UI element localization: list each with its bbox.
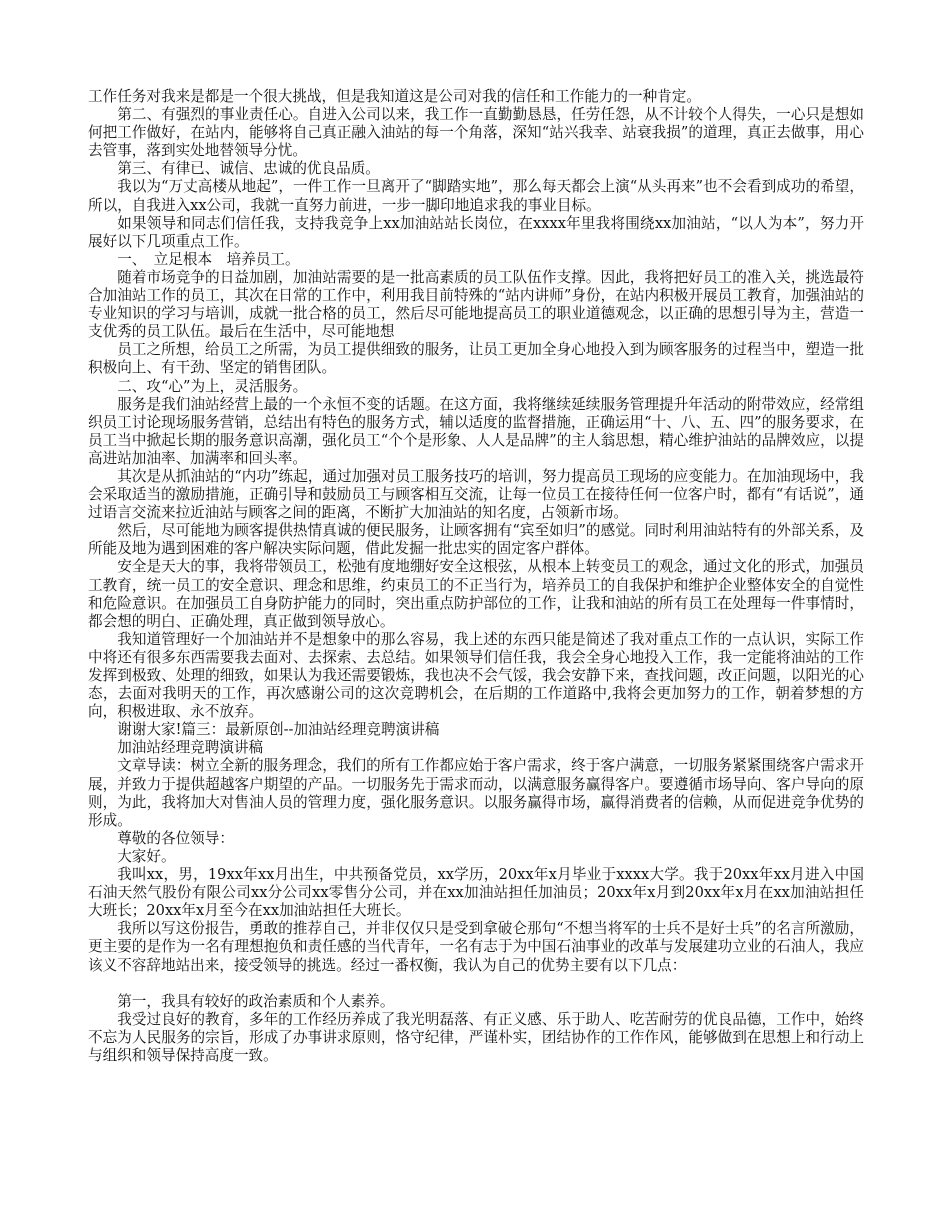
- self-introduction: 我叫xx，男，19xx年xx月出生，中共预备党员，xx学历，20xx年x月毕业于xxxx大学。我于20xx年xx月进入中国石油天然气股份有限公司xx分公司xx零售分公司，并在xx加油站担任加油员；20xx年x月到20xx年x月在xx加油站担任大班长；20xx年x月至今在xx加油站担任大班长。: [88, 866, 864, 920]
- paragraph-11: 安全是天大的事，我将带领员工，松弛有度地绷好安全这根弦，从根本上转变员工的观念，通过文化的形式，加强员工教育，统一员工的安全意识、理念和思维，约束员工的不正当行为，培养员工的自我保护和维护企业整体安全的自觉性和危险意识。在加强员工自身防护能力的同时，突出重点防护部位的工作，让我和油站的所有员工在处理每一件事情时，都会想的明白、正确处理，真正做到领导放心。: [88, 558, 864, 630]
- greeting: 大家好。: [117, 847, 176, 865]
- article-intro: 文章导读：树立全新的服务理念，我们的所有工作都应始于客户需求，终于客户满意，一切服务紧紧围绕客户需求开展，并致力于提供超越客户期望的产品。一切服务先于需求而动，以满意服务赢得客户。要遵循市场导向、客户导向的原则，为此，我将加大对售油人员的管理力度，强化服务意识。以服务赢得市场，赢得消费者的信赖，从而促进竞争优势的形成。: [88, 757, 864, 829]
- paragraph-3: 第三、有律已、诚信、忠诚的优良品质。: [117, 160, 380, 178]
- paragraph-5: 如果领导和同志们信任我，支持我竞争上xx加油站站长岗位，在xxxx年里我将围绕xx加油站，“以人为本”，努力开展好以下几项重点工作。: [88, 214, 864, 250]
- section-heading-2: 二、攻“心”为上，灵活服务。: [117, 377, 308, 395]
- thanks-line: 谢谢大家!篇三：最新原创--加油站经理竞聘演讲稿: [117, 721, 440, 739]
- paragraph-1: 工作任务对我来是都是一个很大挑战，但是我知道这是公司对我的信任和工作能力的一种肯定。: [88, 88, 701, 105]
- paragraph-12: 我知道管理好一个加油站并不是想象中的那么容易，我上述的东西只能是简述了我对重点工作的一点认识，实际工作中将还有很多东西需要我去面对、去探索、去总结。如果领导们信任我，我会全身心地投入工作，我一定能将油站的工作发挥到极致、处理的细致，如果认为我还需要锻炼，我也决不会气馁，我会安静下来，查找问题，改正问题，以阳光的心态，去面对我明天的工作，再次感谢公司的这次竞聘机会，在后期的工作道路中,我将会更加努力的工作，朝着梦想的方向，积极进取、永不放弃。: [88, 630, 864, 721]
- speech-title: 加油站经理竞聘演讲稿: [117, 739, 264, 757]
- paragraph-2: 第二、有强烈的事业责任心。自进入公司以来，我工作一直勤勤恳恳，任劳任怨，从不计较个人得失，一心只是想如何把工作做好，在站内，能够将自己真正融入油站的每一个角落，深知“站兴我幸、站衰我损”的道理，真正去做事，用心去管事，落到实处地替领导分忧。: [88, 106, 864, 160]
- paragraph-9: 其次是从抓油站的“内功”练起，通过加强对员工服务技巧的培训，努力提高员工现场的应变能力。在加油现场中，我会采取适当的激励措施，正确引导和鼓励员工与顾客相互交流，让每一位员工在接待任何一位客户时，都有“有话说”，通过语言交流来拉近油站与顾客之间的距离，不断扩大加油站的知名度，占领新市场。: [88, 467, 864, 522]
- salutation: 尊敬的各位领导：: [117, 829, 234, 847]
- paragraph-7: 员工之所想，给员工之所需，为员工提供细致的服务，让员工更加全身心地投入到为顾客服务的过程当中，塑造一批积极向上、有干劲、坚定的销售团队。: [88, 341, 864, 377]
- paragraph-8: 服务是我们油站经营上最的一个永恒不变的话题。在这方面，我将继续延续服务管理提升年活动的附带效应，经常组织员工讨论现场服务营销，总结出有特色的服务方式，辅以适度的监督措施，正确运用“十、八、五、四”的服务要求，在员工当中掀起长期的服务意识高潮，强化员工“个个是形象、人人是品牌”的主人翁思想，精心维护油站的品牌效应，以提高进站加油率、加满率和回头率。: [88, 395, 864, 467]
- paragraph-13: 我所以写这份报告，勇敢的推荐自己，并非仅仅只是受到拿破仑那句“不想当将军的士兵不是好士兵”的名言所激励，更主要的是作为一名有理想抱负和责任感的当代青年，一名有志于为中国石油事业的改革与发展建功立业的石油人，我应该义不容辞地站出来，接受领导的挑选。经过一番权衡，我认为自己的优势主要有以下几点：: [88, 920, 864, 974]
- section-heading-1: 一、 立足根本 培养员工。: [117, 250, 300, 268]
- document-page: [88, 88, 864, 1065]
- paragraph-10: 然后，尽可能地为顾客提供热情真诚的便民服务，让顾客拥有“宾至如归”的感觉。同时利用油站特有的外部关系，及所能及地为遇到困难的客户解决实际问题，借此发掘一批忠实的固定客户群体。: [88, 522, 864, 558]
- paragraph-6: 随着市场竞争的日益加剧，加油站需要的是一批高素质的员工队伍作支撑。因此，我将把好员工的准入关，挑选最符合加油站工作的员工，其次在日常的工作中，利用我目前特殊的“站内讲师”身份，在站内积极开展员工教育，加强油站的专业知识的学习与培训，成就一批合格的员工，然后尽可能地提高员工的职业道德观念，以正确的思想引导为主，营造一支优秀的员工队伍。最后在生活中，尽可能地想: [88, 268, 864, 341]
- paragraph-4: 我以为“万丈高楼从地起”，一件工作一旦离开了“脚踏实地”，那么每天都会上演“从头再来”也不会看到成功的希望，所以，自我进入xx公司，我就一直努力前进，一步一脚印地追求我的事业目标。: [88, 178, 864, 214]
- point-heading-1: 第一，我具有较好的政治素质和个人素养。: [117, 992, 395, 1010]
- paragraph-14: 我受过良好的教育，多年的工作经历养成了我光明磊落、有正义感、乐于助人、吃苦耐劳的优良品德，工作中，始终不忘为人民服务的宗旨，形成了办事讲求原则，恪守纪律，严谨朴实，团结协作的工作作风，能够做到在思想上和行动上与组织和领导保持高度一致。: [88, 1010, 864, 1064]
